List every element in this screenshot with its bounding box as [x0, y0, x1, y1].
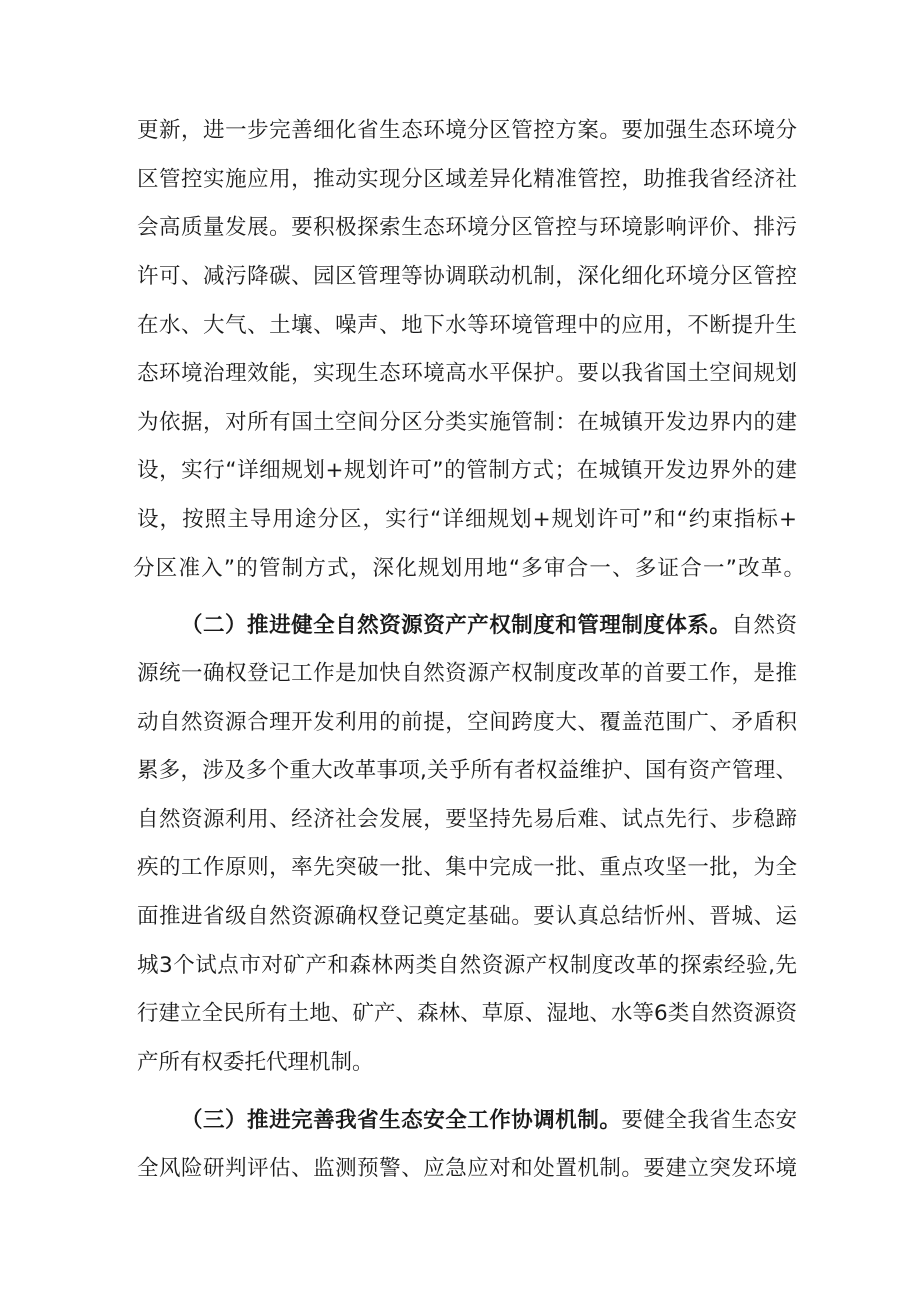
body-line: 许可、减污降碳、园区管理等协调联动机制，深化细化环境分区管控	[137, 264, 797, 289]
section-lead-text: 自然资	[731, 613, 797, 638]
body-line: 设，实行“详细规划+规划许可”的管制方式；在城镇开发边界外的建	[137, 458, 797, 483]
body-line: 在水、大气、土壤、噪声、地下水等环境管理中的应用，不断提升生	[137, 313, 797, 338]
body-line: 城3个试点市对矿产和森林两类自然资源产权制度改革的探索经验,先	[137, 953, 797, 978]
body-line: 分区准入”的管制方式，深化规划用地“多审合一、多证合一”改革。	[133, 556, 805, 581]
body-line: 源统一确权登记工作是加快自然资源产权制度改革的首要工作，是推	[137, 661, 797, 686]
section-first-line	[181, 606, 797, 646]
section-first-line	[181, 1101, 797, 1141]
body-line: 行建立全民所有土地、矿产、森林、草原、湿地、水等6类自然资源资	[137, 1001, 797, 1026]
body-line: 为依据，对所有国土空间分区分类实施管制：在城镇开发边界内的建	[137, 410, 797, 435]
body-line: 设，按照主导用途分区，实行“详细规划+规划许可”和“约束指标+	[137, 507, 797, 532]
body-line: 面推进省级自然资源确权登记奠定基础。要认真总结忻州、晋城、运	[137, 904, 797, 929]
body-line: 累多，涉及多个重大改革事项,关乎所有者权益维护、国有资产管理、	[137, 758, 797, 783]
body-line: 更新，进一步完善细化省生态环境分区管控方案。要加强生态环境分	[137, 118, 797, 143]
body-line: 全风险研判评估、监测预警、应急应对和处置机制。要建立突发环境	[137, 1156, 797, 1181]
body-line: 态环境治理效能，实现生态环境高水平保护。要以我省国土空间规划	[137, 361, 797, 386]
body-line: 会高质量发展。要积极探索生态环境分区管控与环境影响评价、排污	[137, 215, 797, 240]
section-heading: （二）推进健全自然资源资产产权制度和管理制度体系。	[181, 613, 732, 638]
body-line: 自然资源利用、经济社会发展，要坚持先易后难、试点先行、步稳蹄	[137, 807, 797, 832]
body-line: 疾的工作原则，率先突破一批、集中完成一批、重点攻坚一批，为全	[137, 855, 797, 880]
section-lead-text: 要健全我省生态安	[621, 1108, 797, 1133]
body-line: 区管控实施应用，推动实现分区域差异化精准管控，助推我省经济社	[137, 167, 797, 192]
body-line: 产所有权委托代理机制。	[137, 1050, 374, 1075]
body-line: 动自然资源合理开发利用的前提，空间跨度大、覆盖范围广、矛盾积	[137, 710, 797, 735]
section-heading: （三）推进完善我省生态安全工作协调机制。	[181, 1108, 622, 1133]
